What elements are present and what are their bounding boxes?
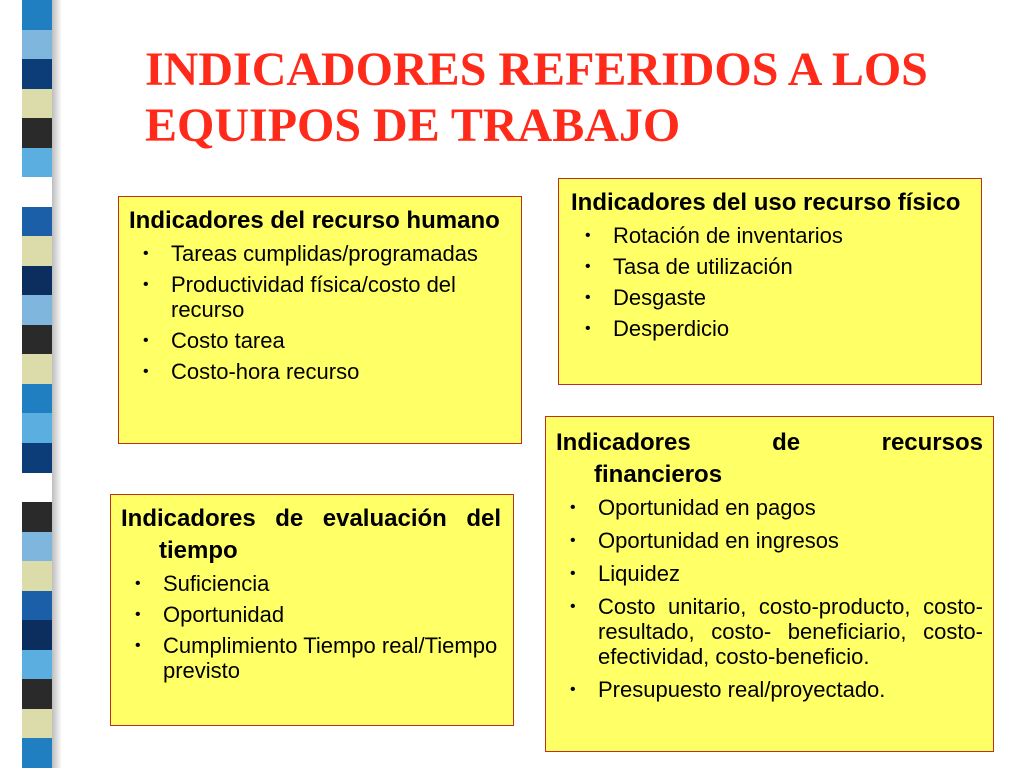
box-recursos-financieros [545, 416, 994, 752]
list-item: • Costo tarea [143, 328, 285, 353]
bullet-list [556, 495, 983, 702]
stripe-block [22, 118, 52, 148]
stripe-block [22, 0, 52, 30]
list-item: • Liquidez [570, 561, 680, 586]
box-evaluacion-tiempo [110, 494, 514, 726]
box-heading: Indicadores del uso recurso físico [571, 189, 961, 216]
stripe-block [22, 30, 52, 60]
stripe-block [22, 295, 52, 325]
stripe-block [22, 738, 52, 768]
bullet-icon: • [585, 227, 591, 244]
bullet-list [121, 571, 501, 683]
bullet-icon: • [143, 276, 149, 293]
stripe-block [22, 354, 52, 384]
stripe-block [22, 266, 52, 296]
list-item: • Productividad física/costo del recurso [143, 272, 456, 322]
stripe-block [22, 443, 52, 473]
bullet-list [129, 241, 511, 384]
stripe-block [22, 709, 52, 739]
stripe-block [22, 502, 52, 532]
list-item: • Suficiencia [135, 571, 270, 596]
stripe-block [22, 473, 52, 503]
list-item: • Rotación de inventarios [585, 223, 843, 248]
stripe-block [22, 650, 52, 680]
box-heading [556, 427, 983, 491]
stripe-block [22, 325, 52, 355]
list-item: • Oportunidad [135, 602, 285, 627]
list-item: • Oportunidad en ingresos [570, 528, 839, 553]
bullet-icon: • [143, 245, 149, 262]
stripe-block [22, 591, 52, 621]
list-item: • Costo unitario, costo-producto, costo-resultado, costo- beneficiario, costo-efectividad, costo-beneficio. [570, 594, 983, 669]
bullet-icon: • [135, 575, 141, 592]
decorative-stripe [22, 0, 52, 768]
stripe-block [22, 89, 52, 119]
box-heading: Indicadores del recurso humano [129, 207, 500, 234]
stripe-block [22, 148, 52, 178]
list-item: • Costo-hora recurso [143, 359, 360, 384]
list-item: • Tareas cumplidas/programadas [143, 241, 478, 266]
stripe-block [22, 620, 52, 650]
stripe-block [22, 532, 52, 562]
bullet-icon: • [585, 258, 591, 275]
list-item: • Oportunidad en pagos [570, 495, 816, 520]
box-heading-line1: Indicadores de recursos [556, 429, 983, 456]
stripe-block [22, 384, 52, 414]
bullet-icon: • [135, 606, 141, 623]
box-heading: Indicadores de evaluación del tiempo [121, 505, 501, 564]
box-recurso-fisico [558, 178, 982, 385]
bullet-icon: • [570, 565, 576, 582]
stripe-block [22, 207, 52, 237]
stripe-block [22, 561, 52, 591]
slide-title: INDICADORES REFERIDOS A LOS EQUIPOS DE TRABAJO [145, 43, 928, 152]
bullet-icon: • [143, 363, 149, 380]
bullet-icon: • [570, 598, 576, 615]
stripe-block [22, 236, 52, 266]
stripe-block [22, 59, 52, 89]
box-heading-line2: financieros [594, 461, 723, 488]
stripe-block [22, 177, 52, 207]
list-item: • Tasa de utilización [585, 254, 793, 279]
stripe-block [22, 679, 52, 709]
bullet-icon: • [135, 637, 141, 654]
bullet-icon: • [570, 532, 576, 549]
bullet-icon: • [570, 681, 576, 698]
stripe-block [22, 413, 52, 443]
bullet-icon: • [585, 320, 591, 337]
bullet-icon: • [143, 332, 149, 349]
bullet-list [571, 223, 971, 341]
box-recurso-humano [118, 196, 522, 444]
stripe-shadow [52, 0, 62, 768]
bullet-icon: • [585, 289, 591, 306]
list-item: • Presupuesto real/proyectado. [570, 677, 886, 702]
list-item: • Desperdicio [585, 316, 730, 341]
list-item: • Cumplimiento Tiempo real/Tiempo previsto [135, 633, 498, 683]
list-item: • Desgaste [585, 285, 706, 310]
bullet-icon: • [570, 499, 576, 516]
